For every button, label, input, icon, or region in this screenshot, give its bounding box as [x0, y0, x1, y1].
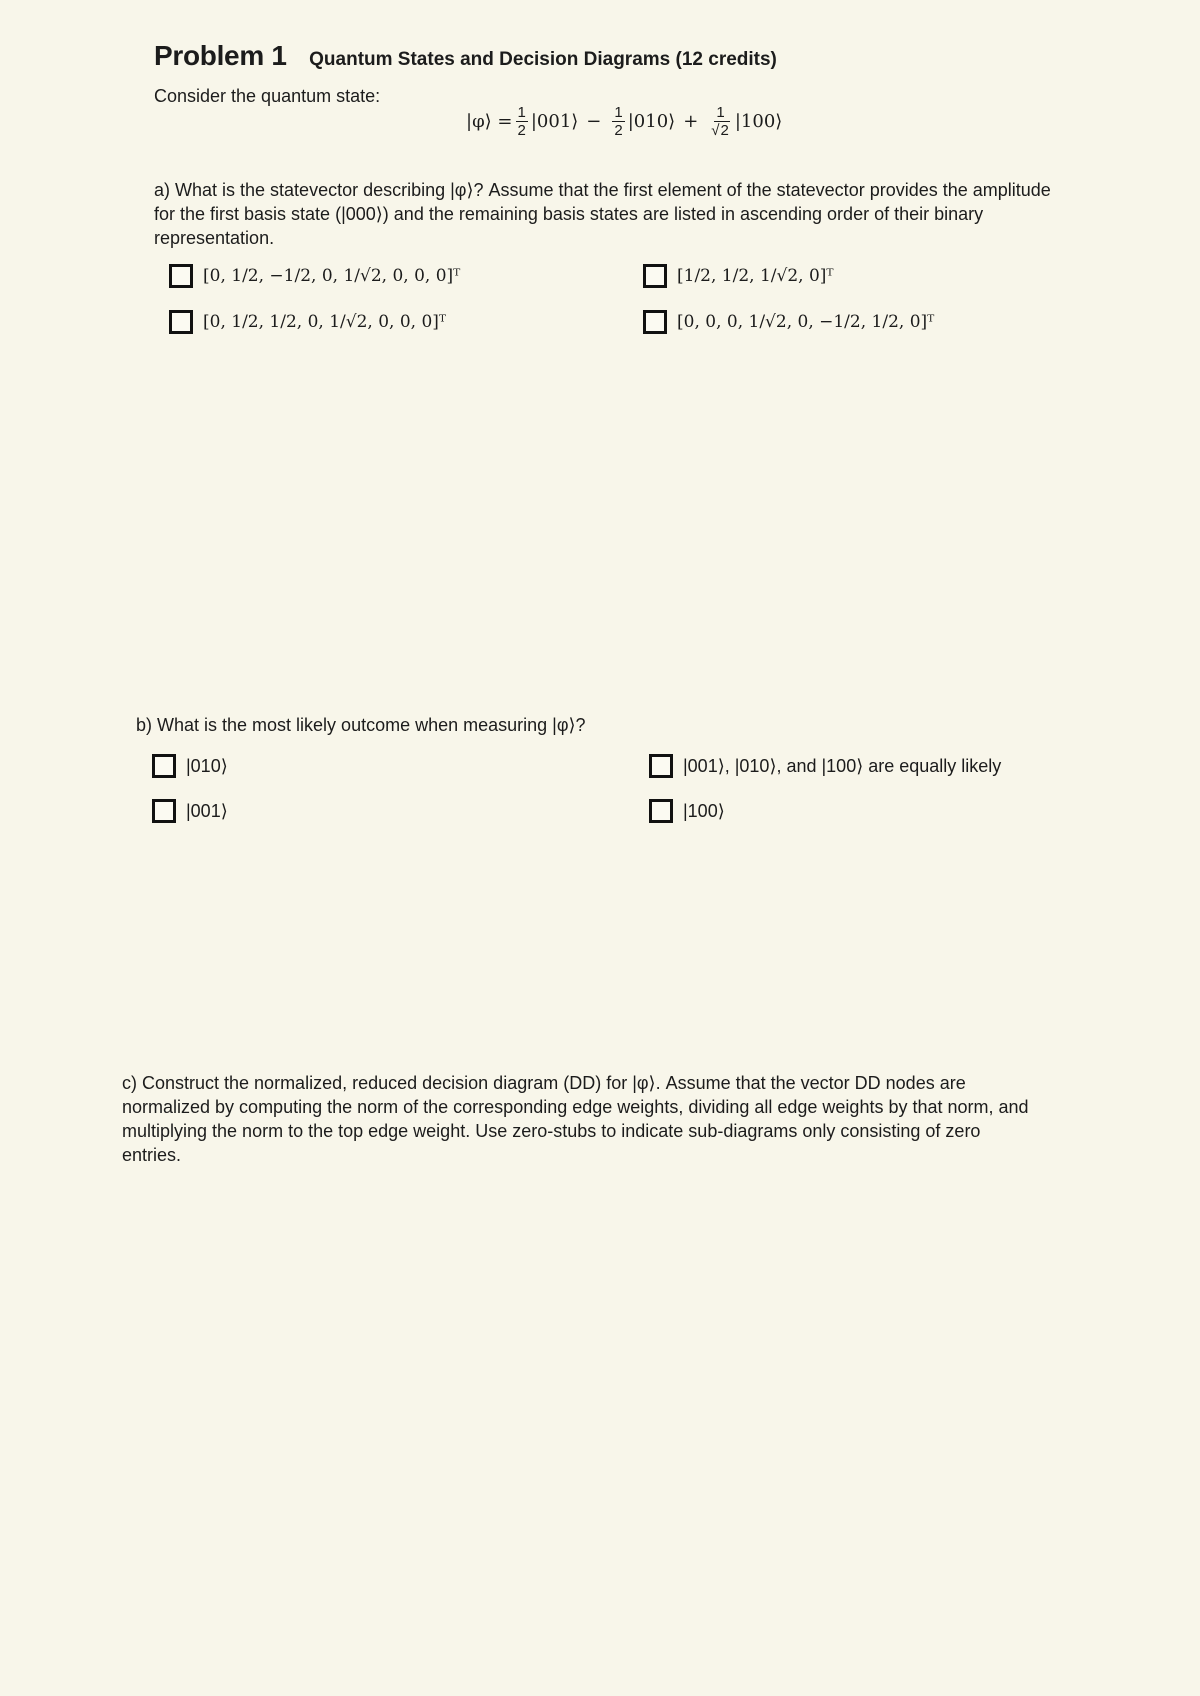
equation-lhs: |φ⟩ = [466, 111, 513, 132]
checkbox[interactable] [152, 754, 176, 778]
option-b3[interactable] [152, 799, 228, 823]
term2-ket: |010⟩ [627, 111, 676, 132]
question-c: c) Construct the normalized, reduced decision diagram (DD) for |φ⟩. Assume that the vector DD nodes are normalized by computing the norm of the corresponding edge weights, dividing all edge weights by that norm, and multiplying the norm to the top edge weight. Use zero-stubs to indicate sub-diagrams only consisting of zero entries. [122, 1073, 1029, 1165]
option-label: |100⟩ [683, 800, 725, 821]
term1-ket: |001⟩ [530, 111, 579, 132]
term3-coefficient: 1 √ 2 [709, 104, 732, 139]
problem-title: Quantum States and Decision Diagrams (12 credits) [309, 49, 777, 70]
term2-coefficient: $\frac{1}{2}$ [614, 104, 623, 139]
checkbox[interactable] [649, 754, 673, 778]
problem-header [154, 40, 777, 72]
option-a2[interactable] [643, 264, 834, 288]
option-label: |001⟩ [186, 800, 228, 821]
option-label: |001⟩, |010⟩, and |100⟩ are equally likely [683, 755, 1002, 776]
term3-ket: |100⟩ [734, 111, 783, 132]
plus-sign: + [683, 111, 699, 132]
state-equation [466, 104, 782, 139]
option-label: |010⟩ [186, 755, 228, 776]
checkbox[interactable] [152, 799, 176, 823]
option-label: [0, 1/2, 1/2, 0, 1/√2, 0, 0, 0]ᵀ [203, 312, 447, 332]
option-a3[interactable] [169, 310, 446, 334]
problem-number: Problem 1 [154, 40, 287, 71]
option-a1[interactable] [169, 264, 460, 288]
checkbox[interactable] [643, 310, 667, 334]
option-b4[interactable] [649, 799, 725, 823]
checkbox[interactable] [169, 310, 193, 334]
option-b2[interactable] [649, 754, 1001, 778]
option-label: [0, 1/2, −1/2, 0, 1/√2, 0, 0, 0]ᵀ [203, 266, 461, 286]
minus-sign: − [586, 111, 602, 132]
intro-text: Consider the quantum state: [154, 86, 381, 106]
question-a: a) What is the statevector describing |φ⟩? Assume that the first element of the statevector provides the amplitude for the first basis state (|000⟩) and the remaining basis states are listed in ascending order of their binary representation. [154, 180, 1051, 248]
term1-coefficient: $\frac{1}{2}$ [517, 104, 526, 139]
option-a4[interactable] [643, 310, 934, 334]
checkbox[interactable] [169, 264, 193, 288]
question-b: b) What is the most likely outcome when measuring |φ⟩? [136, 715, 586, 735]
option-label: [0, 0, 0, 1/√2, 0, −1/2, 1/2, 0]ᵀ [677, 312, 935, 332]
checkbox[interactable] [649, 799, 673, 823]
option-label: [1/2, 1/2, 1/√2, 0]ᵀ [677, 266, 834, 286]
checkbox[interactable] [643, 264, 667, 288]
option-b1[interactable] [152, 754, 228, 778]
